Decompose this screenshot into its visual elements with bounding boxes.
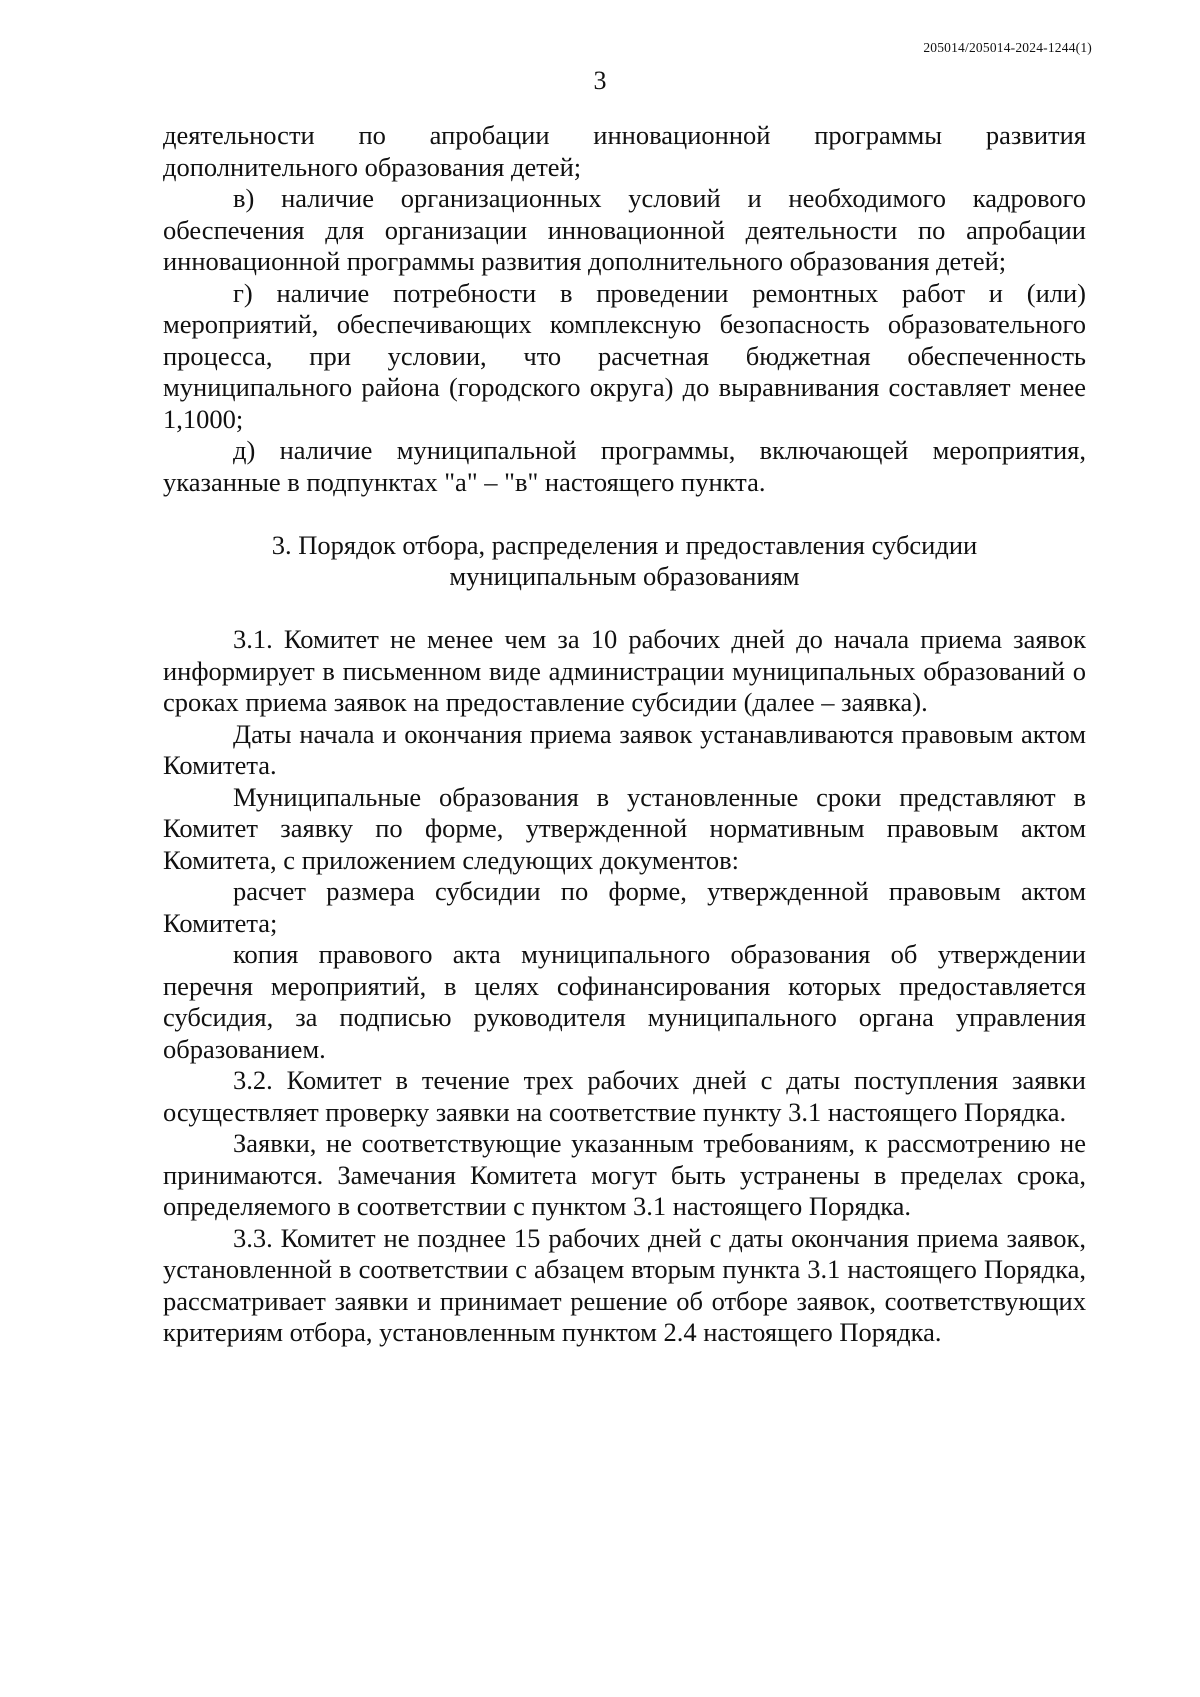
document-body	[163, 120, 1086, 1349]
paragraph-dates: Даты начала и окончания приема заявок устанавливаются правовым актом Комитета.	[163, 718, 1086, 780]
document-id: 205014/205014-2024-1244(1)	[923, 40, 1092, 55]
paragraph-3-1: 3.1. Комитет не менее чем за 10 рабочих дней до начала приема заявок информирует в письменном виде администрации муниципальных образований о сроках приема заявок на предоставление субсидии (далее – заявка).	[163, 624, 1086, 717]
paragraph-3-3: 3.3. Комитет не позднее 15 рабочих дней с даты окончания приема заявок, установленной в соответствии с абзацем вторым пункта 3.1 настоящего Порядка, рассматривает заявки и принимает решение об отборе заявок, соответствующих критериям отбора, установленным пунктом 2.4 настоящего Порядка.	[163, 1222, 1086, 1347]
paragraph-continuation: деятельности по апробации инновационной программы развития дополнительного образования детей;	[163, 120, 1086, 182]
section-heading	[163, 530, 1086, 593]
paragraph-municipal-submit: Муниципальные образования в установленные сроки представляют в Комитет заявку по форме, утвержденной нормативным правовым актом Комитета, с приложением следующих документов:	[163, 781, 1086, 875]
paragraph-calculation: расчет размера субсидии по форме, утвержденной правовым актом Комитета;	[163, 876, 1086, 938]
page-number: 3	[593, 66, 607, 95]
paragraph-item-g: г) наличие потребности в проведении ремонтных работ и (или) мероприятий, обеспечивающих комплексную безопасность образовательного процесса, при условии, что расчетная бюджетная обеспеченность муниципального района (городского округа) до выравнивания составляет менее 1,1000;	[163, 277, 1086, 434]
paragraph-rejected-applications: Заявки, не соответствующие указанным требованиям, к рассмотрению не принимаются. Замечания Комитета могут быть устранены в пределах срока, определяемого в соответствии с пунктом 3.1 настоящего Порядка.	[163, 1128, 1086, 1221]
paragraph-3-2: 3.2. Комитет в течение трех рабочих дней с даты поступления заявки осуществляет проверку заявки на соответствие пункту 3.1 настоящего Порядка.	[163, 1065, 1086, 1127]
section-heading-line-1: 3. Порядок отбора, распределения и предоставления субсидии	[271, 529, 978, 560]
paragraph-item-d: д) наличие муниципальной программы, включающей мероприятия, указанные в подпунктах "а" – "в" настоящего пункта.	[163, 435, 1086, 497]
paragraph-item-v: в) наличие организационных условий и необходимого кадрового обеспечения для организации инновационной деятельности по апробации инновационной программы развития дополнительного образования детей;	[163, 183, 1086, 276]
paragraph-legal-act-copy: копия правового акта муниципального образования об утверждении перечня мероприятий, в целях софинансирования которых предоставляется субсидия, за подписью руководителя муниципального органа управления образованием.	[163, 939, 1086, 1064]
section-heading-line-2: муниципальным образованиям	[449, 561, 800, 591]
